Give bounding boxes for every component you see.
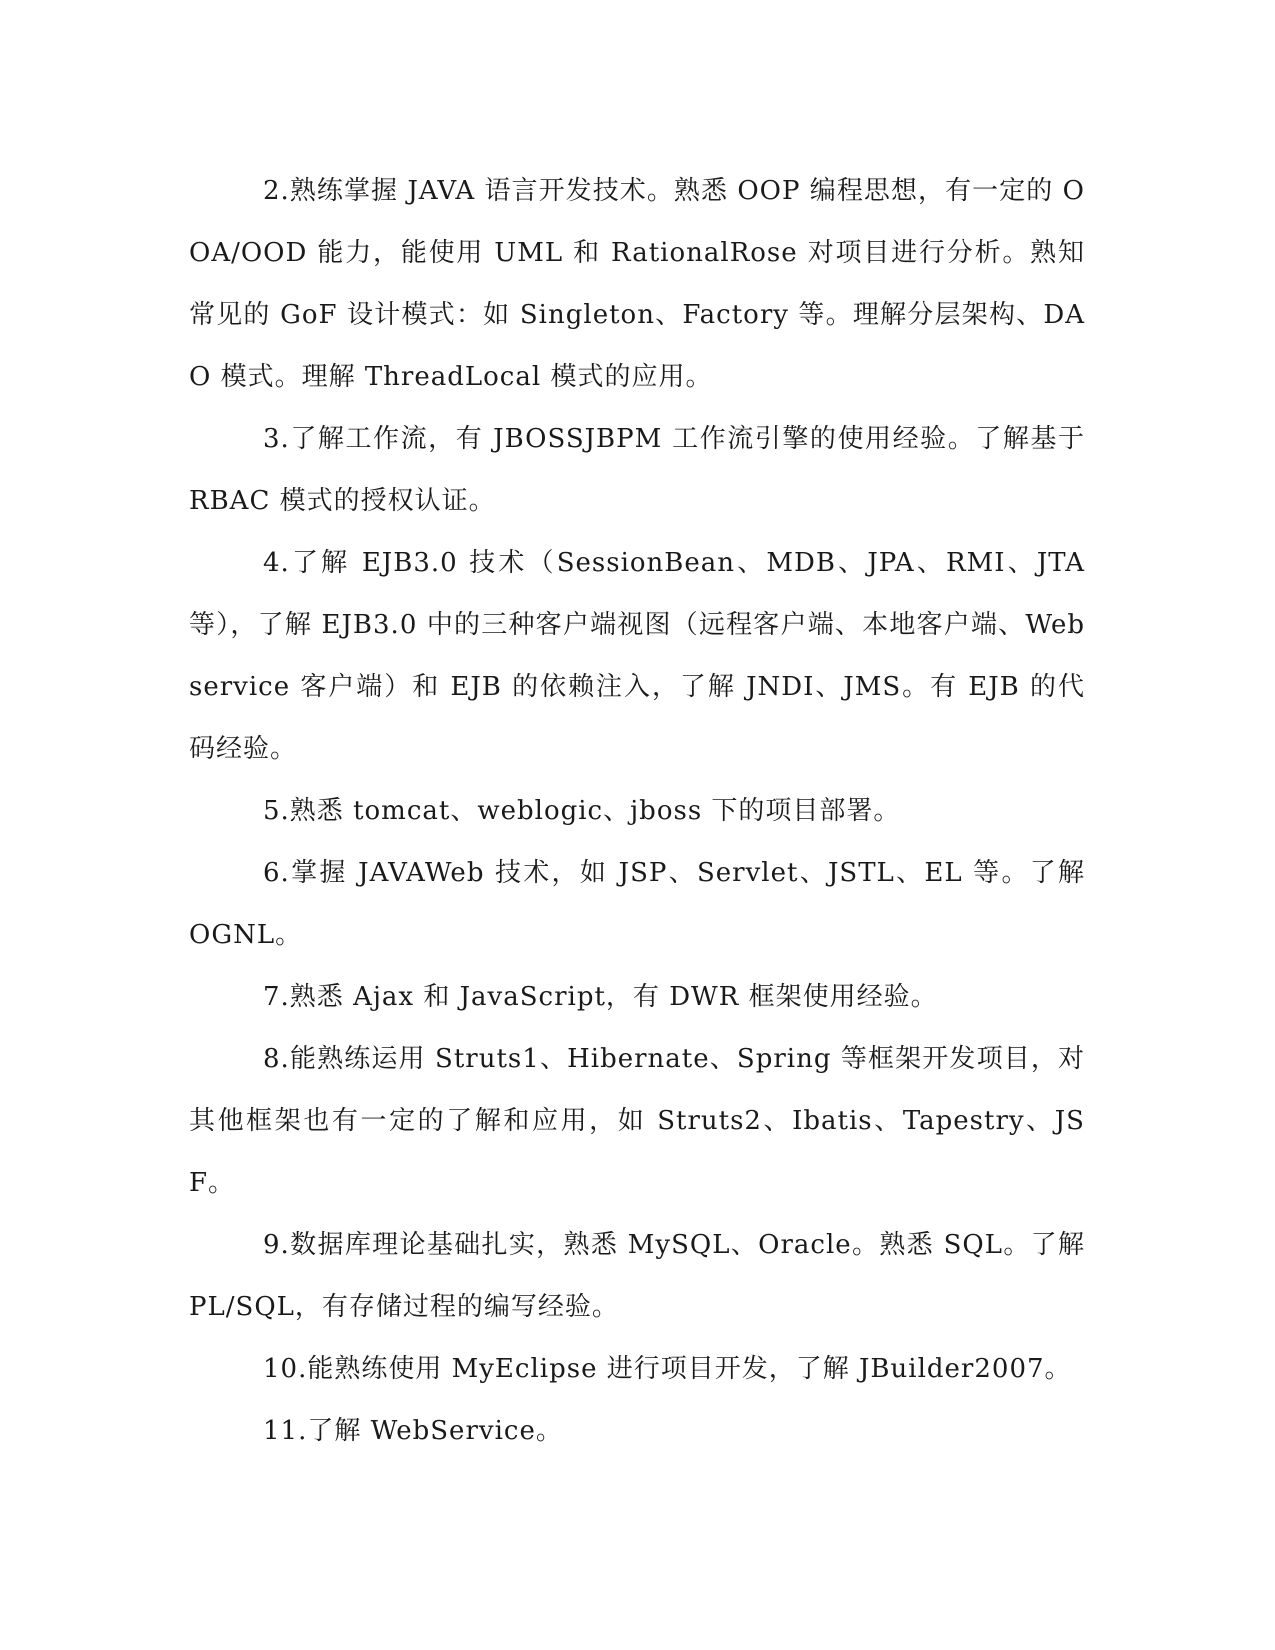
paragraph-6: 6.掌握 JAVAWeb 技术，如 JSP、Servlet、JSTL、EL 等。了解 OGNL。 <box>189 858 1085 950</box>
paragraph-7: 7.熟悉 Ajax 和 JavaScript，有 DWR 框架使用经验。 <box>263 982 938 1012</box>
paragraph-8: 8.能熟练运用 Struts1、Hibernate、Spring 等框架开发项目，对其他框架也有一定的了解和应用，如 Struts2、Ibatis、Tapestry、JSF。 <box>189 1044 1085 1198</box>
paragraph-10: 10.能熟练使用 MyEclipse 进行项目开发，了解 JBuilder2007。 <box>263 1354 1072 1384</box>
paragraph-11: 11.了解 WebService。 <box>263 1416 563 1446</box>
document-body <box>189 160 1085 1462</box>
paragraph-2: 2.熟练掌握 JAVA 语言开发技术。熟悉 OOP 编程思想，有一定的 OOA/OOD 能力，能使用 UML 和 RationalRose 对项目进行分析。熟知常见的 GoF 设计模式：如 Singleton、Factory 等。理解分层架构、DAO 模式。理解 ThreadLocal 模式的应用。 <box>189 176 1085 392</box>
paragraph-3: 3.了解工作流，有 JBOSSJBPM 工作流引擎的使用经验。了解基于 RBAC 模式的授权认证。 <box>189 424 1085 516</box>
paragraph-5: 5.熟悉 tomcat、weblogic、jboss 下的项目部署。 <box>263 796 901 826</box>
paragraph-4: 4.了解 EJB3.0 技术（SessionBean、MDB、JPA、RMI、JTA 等），了解 EJB3.0 中的三种客户端视图（远程客户端、本地客户端、Webservice 客户端）和 EJB 的依赖注入，了解 JNDI、JMS。有 EJB 的代码经验。 <box>189 548 1085 764</box>
paragraph-9: 9.数据库理论基础扎实，熟悉 MySQL、Oracle。熟悉 SQL。了解 PL/SQL，有存储过程的编写经验。 <box>189 1230 1085 1322</box>
